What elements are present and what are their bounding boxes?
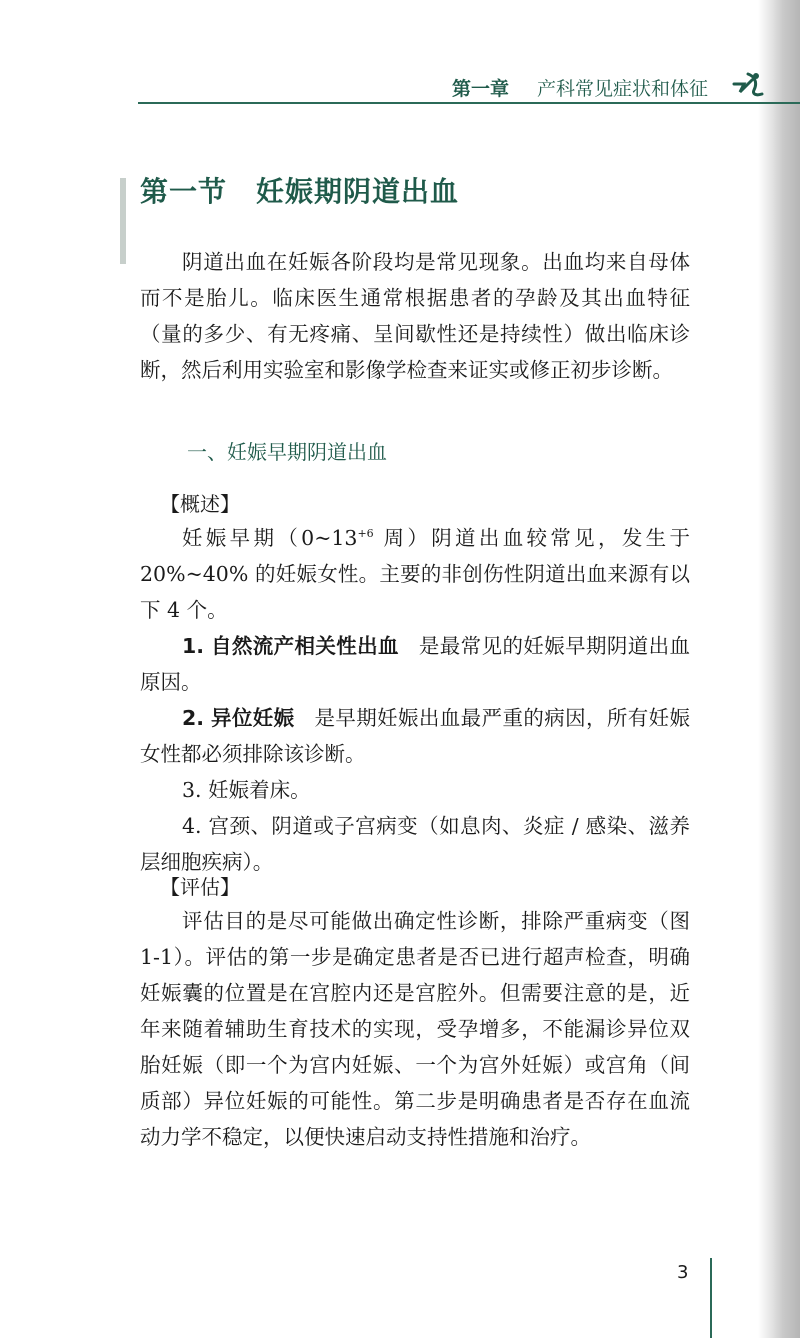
list-item (140, 772, 690, 808)
item-title: 异位妊娠 (210, 706, 295, 730)
overview-paragraph (140, 520, 690, 628)
item-text: 是最常见的妊娠早期阴道出血原因。 (140, 634, 691, 694)
page-edge-shadow (758, 0, 800, 1338)
item-number: 1. (182, 634, 205, 658)
item-text: 是早期妊娠出血最严重的病因，所有妊娠女性都必须排除该诊断。 (140, 706, 690, 766)
running-head (0, 70, 800, 102)
overview-sup: +6 (357, 527, 374, 540)
subsection-heading: 一、妊娠早期阴道出血 (187, 440, 387, 464)
intro-paragraph: 阴道出血在妊娠各阶段均是常见现象。出血均来自母体而不是胎儿。临床医生通常根据患者的孕龄及其出血特征（量的多少、有无疼痛、呈间歇性还是持续性）做出临床诊断，然后利用实验室和影像学检查来证实或修正初步诊断。 (140, 250, 690, 382)
item-title: 自然流产相关性出血 (210, 634, 399, 658)
overview-text-b: 周）阴道出血较常见，发生于 20%~40% 的妊娠女性。主要的非创伤性阴道出血来源有以下 4 个。 (140, 526, 691, 622)
list-item (140, 808, 690, 880)
overview-block (140, 520, 690, 880)
intro-paragraph-block (140, 244, 690, 388)
page-number: 3 (677, 1262, 689, 1283)
item-number: 2. (182, 706, 205, 730)
list-item (140, 700, 690, 772)
section-title: 第一节 妊娠期阴道出血 (140, 175, 460, 208)
chapter-logo-icon (730, 70, 766, 100)
item-number: 3. (182, 778, 202, 802)
list-item (140, 628, 690, 700)
assessment-paragraph: 评估目的是尽可能做出确定性诊断，排除严重病变（图 1-1）。评估的第一步是确定患者是否已进行超声检查，明确妊娠囊的位置是在宫腔内还是宫腔外。但需要注意的是，近年来随着辅助生育技术的实现，受孕增多，不能漏诊异位双胎妊娠（即一个为宫内妊娠、一个为宫外妊娠）或宫角（间质部）异位妊娠的可能性。第二步是明确患者是否存在血流动力学不稳定，以便快速启动支持性措施和治疗。 (140, 909, 690, 1149)
section-accent-bar (120, 178, 126, 264)
page-number-rule (710, 1258, 712, 1338)
item-text: 宫颈、阴道或子宫病变（如息肉、炎症 / 感染、滋养层细胞疾病）。 (140, 814, 690, 874)
assessment-block (140, 903, 690, 1155)
item-number: 4. (182, 814, 202, 838)
chapter-title: 产科常见症状和体征 (537, 78, 709, 100)
assessment-label: 【评估】 (160, 875, 240, 899)
overview-label: 【概述】 (160, 492, 240, 516)
item-text: 妊娠着床。 (208, 778, 311, 802)
chapter-number: 第一章 (452, 78, 510, 100)
overview-text-a: 妊娠早期（0~13 (182, 526, 358, 550)
header-rule (138, 102, 800, 104)
